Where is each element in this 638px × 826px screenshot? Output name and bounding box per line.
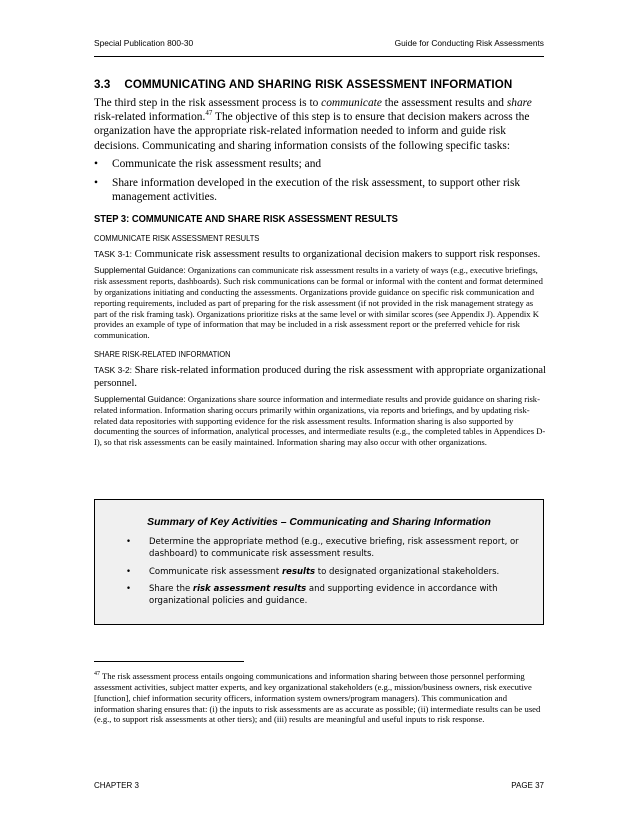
task-3-1 [94, 248, 546, 261]
bullet-icon: • [126, 566, 132, 577]
intro-text-4: The objective of this step is to ensure that decision makers across the organization have the appropriate risk-related information needed to inform and guide risk decisions. Communicating and sharing information consists of the following specific tasks: [94, 111, 530, 152]
summary-item [126, 584, 531, 608]
page-footer [94, 781, 544, 790]
task-label: TASK 3-1: [94, 249, 133, 260]
summary-item [126, 537, 531, 561]
footer-chapter: CHAPTER 3 [94, 781, 139, 790]
section-heading [94, 78, 546, 91]
supplemental-label: Supplemental Guidance: [94, 394, 186, 404]
footnote-number: 47 [94, 671, 100, 677]
task-label: TASK 3-2: [94, 365, 133, 375]
supplemental-guidance-3-1 [94, 265, 546, 341]
main-content [94, 78, 546, 457]
section-number: 3.3 [94, 78, 111, 91]
task-text: Communicate risk assessment results to organizational decision makers to support risk responses. [132, 249, 541, 261]
intro-emphasis-share: share [506, 97, 532, 109]
task-3-2 [94, 364, 546, 390]
list-item-text: Share information developed in the execution of the risk assessment, to support other risk management activities. [112, 177, 521, 204]
task-list [94, 157, 546, 205]
bullet-icon: • [94, 177, 98, 190]
intro-emphasis-communicate: communicate [321, 97, 382, 109]
supplemental-label: Supplemental Guidance: [94, 265, 186, 276]
intro-text-2: the assessment results and [381, 97, 507, 109]
bullet-icon: • [126, 584, 132, 595]
page-header [94, 38, 544, 48]
summary-item-text: Communicate risk assessment [149, 566, 282, 577]
summary-item-text: and supporting evidence in accordance with organizational policies and guidance. [149, 584, 498, 607]
subheading-communicate: COMMUNICATE RISK ASSESSMENT RESULTS [94, 234, 260, 244]
supplemental-text: Organizations can communicate risk assessment results in a variety of ways (e.g., executive briefings, risk assessment reports, dashboards). Such risk communications can be formal or informal with the content and format determined by organizations initiating and conducting the assessments. Organizations provide guidance on specific risk communication and reporting requirements, included as part of preparing for the risk assessment (if not provided in the risk management strategy as part of the risk framing task). Organizations prioritize risks at the same level or with similar scores (see Appendix J). Appendix K provides an example of type of information that may be included in a risk assessment report or the preferred vehicle for risk communication. [94, 265, 543, 341]
summary-item-text: Determine the appropriate method (e.g., executive briefing, risk assessment report, or dashboard) to communicate risk assessment results. [149, 537, 519, 559]
supplemental-text: Organizations share source information and intermediate results and provide guidance on sharing risk-related information. Information sharing occurs primarily within organizations, via reports and briefings, and by updating risk-related data repositories with supporting evidence for the risk assessment results. Information sharing is also supported by documenting the sources of information, analytical processes, and intermediate results (e.g., the completed tables in Appendices D-I), so that risk assessments can be easily maintained. Information sharing may also occur with other organizations. [94, 394, 546, 448]
header-left: Special Publication 800-30 [94, 38, 194, 48]
intro-text-1: The third step in the risk assessment process is to [94, 97, 322, 109]
subheading-share: SHARE RISK-RELATED INFORMATION [94, 350, 231, 359]
supplemental-guidance-3-2 [94, 394, 546, 448]
summary-box [94, 499, 544, 625]
task-text: Share risk-related information produced during the risk assessment with appropriate organizational personnel. [94, 365, 546, 389]
list-item [94, 157, 546, 171]
header-right: Guide for Conducting Risk Assessments [394, 38, 544, 48]
step-heading: STEP 3: COMMUNICATE AND SHARE RISK ASSESSMENT RESULTS [94, 214, 398, 226]
summary-item-text: to designated organizational stakeholders. [315, 566, 500, 577]
summary-item-text: Share the [149, 584, 193, 595]
intro-paragraph [94, 96, 546, 153]
footer-page-number: PAGE 37 [511, 781, 544, 790]
summary-item [126, 567, 531, 579]
list-item [94, 176, 546, 204]
footnote-rule [94, 661, 244, 662]
summary-list [95, 537, 543, 608]
list-item-text: Communicate the risk assessment results; and [112, 157, 322, 170]
summary-emphasis: results [281, 566, 316, 577]
footnote [94, 669, 546, 725]
intro-text-3: risk-related information. [94, 111, 206, 124]
section-title: COMMUNICATING AND SHARING RISK ASSESSMENT INFORMATION [124, 78, 513, 91]
footnote-text: The risk assessment process entails ongoing communications and information sharing between those personnel performing assessment activities, subject matter experts, and key organizational stakeholders (e.g., mission/business owners, risk executive [function], chief information security officers, information system owners/program managers). This communication and information sharing ensures that: (i) the inputs to risk assessments are as accurate as possible; (ii) intermediate results can be used (e.g., to support risk assessments at other tiers); and (iii) results are meaningful and useful inputs to risk response. [94, 670, 541, 725]
header-rule [94, 56, 544, 57]
summary-emphasis: risk assessment results [192, 584, 307, 595]
summary-title: Summary of Key Activities – Communicating and Sharing Information [147, 517, 491, 528]
bullet-icon: • [94, 157, 98, 170]
footnote-reference[interactable]: 47 [205, 109, 213, 118]
bullet-icon: • [126, 537, 132, 547]
